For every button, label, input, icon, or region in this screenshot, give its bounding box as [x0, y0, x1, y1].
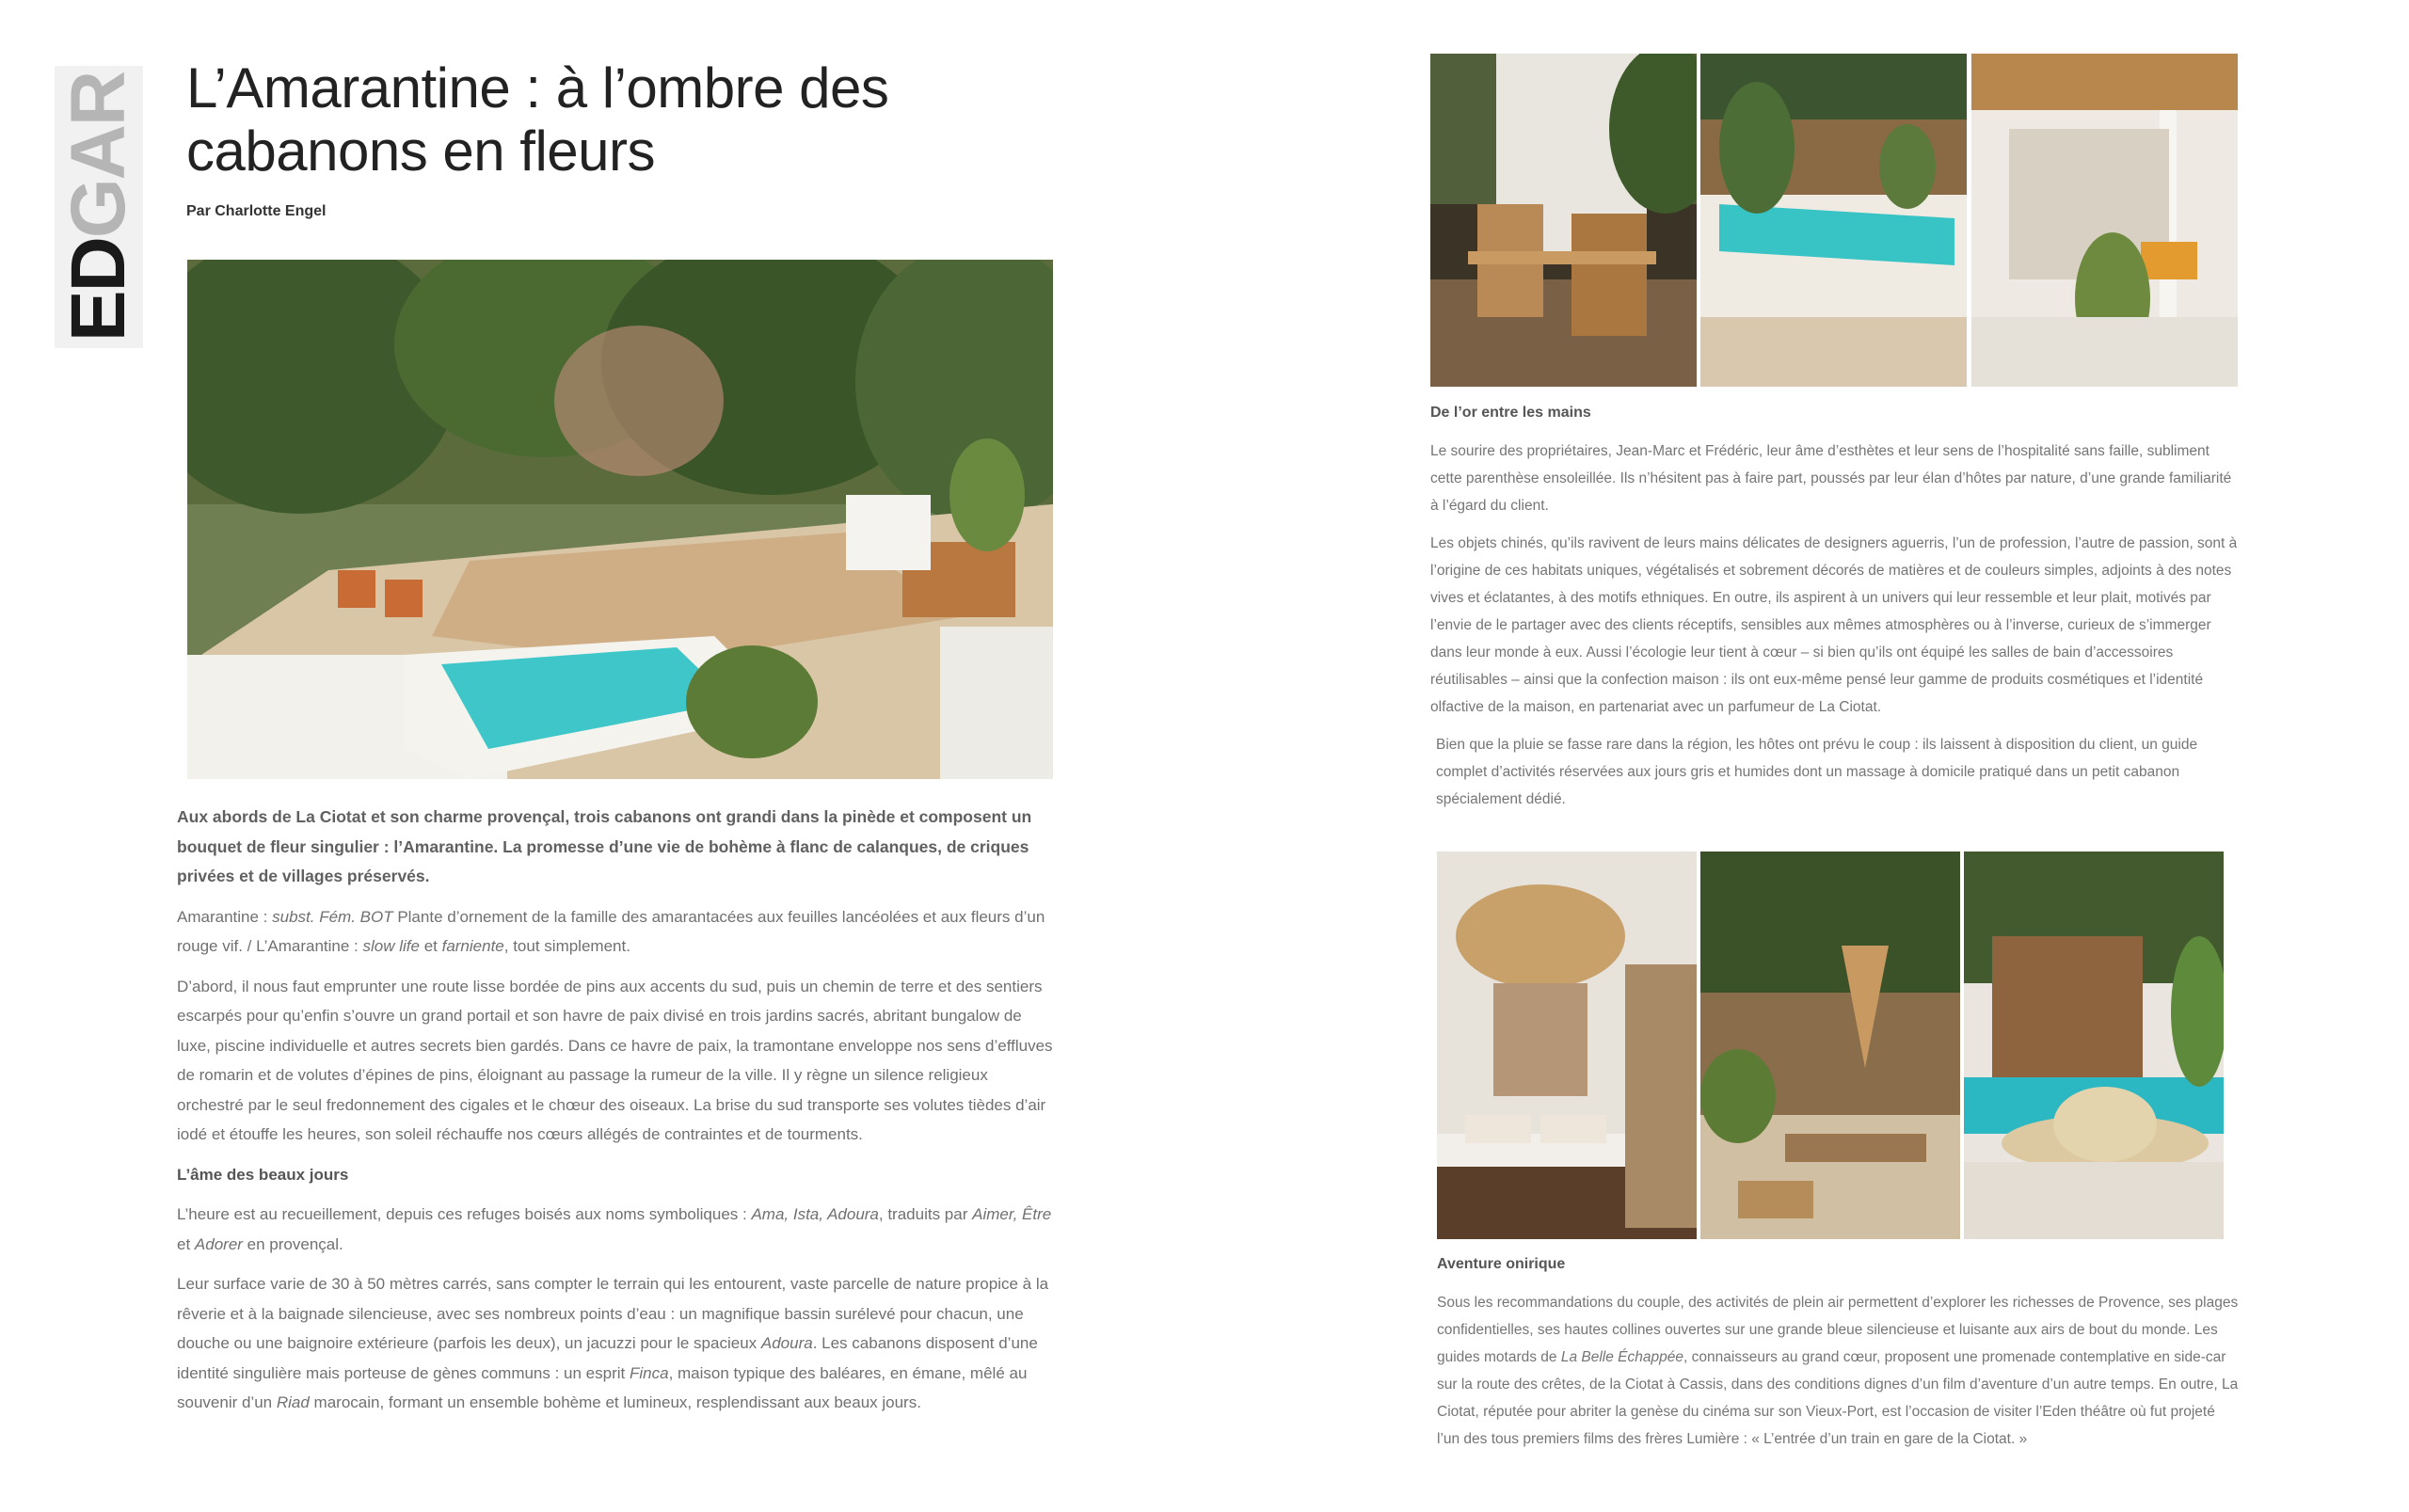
- right-column-text-1: [1430, 438, 2240, 823]
- photo-garden-parasol: [1700, 851, 1960, 1239]
- p3-g: en provençal.: [242, 1234, 343, 1253]
- photo-bedroom: [1437, 851, 1697, 1239]
- logo-ed: ED: [56, 238, 141, 342]
- p1-g: , tout simplement.: [503, 937, 630, 955]
- p4-c: . Les cabanons disposent d’une identité singulière mais porteuse de gènes communs : un esprit: [177, 1334, 1038, 1382]
- subheading-or: De l’or entre les mains: [1430, 405, 1591, 421]
- p3-c: , traduits par: [878, 1205, 973, 1223]
- article-title: L’Amarantine : à l’ombre des cabanons en fleurs: [186, 56, 889, 183]
- lead-paragraph: Aux abords de La Ciotat et son charme provençal, trois cabanons ont grandi dans la pinède et composent un bouquet de fleur singulier : l’Amarantine. La promesse d’une vie de bohème à flanc de calanques, de criques privées et de villages préservés.: [177, 807, 1032, 885]
- photo-straw-hat: [1964, 851, 2224, 1239]
- p4-a: Leur surface varie de 30 à 50 mètres carrés, sans compter le terrain qui les entourent, vaste parcelle de nature propice à la rêverie et à la baignade silencieuse, avec ses nombreux points d’eau : un magnifique bassin surélevé pour chacun, une douche ou une baignoire extérieure (parfois les deux), un jacuzzi pour le spacieux: [177, 1275, 1049, 1352]
- logo-wordmark: [56, 72, 141, 342]
- p3-f: Adorer: [194, 1234, 243, 1253]
- names-paragraph: [177, 1200, 1057, 1259]
- right-column-text-2: [1437, 1289, 2241, 1463]
- p1-c: Plante d’ornement de la famille des amarantacées aux feuilles lancéolées et aux fleurs d’un rouge vif. / L’Amarantine :: [177, 907, 1045, 955]
- p1-f: farniente: [441, 937, 504, 955]
- p4-b: Adoura: [760, 1334, 813, 1352]
- p4-g: marocain, formant un ensemble bohème et lumineux, resplendissant aux beaux jours.: [309, 1393, 921, 1411]
- left-article-column: [177, 803, 1057, 1428]
- adventure-paragraph: [1437, 1289, 2241, 1453]
- p8-b: La Belle Échappée: [1560, 1349, 1683, 1365]
- p3-e: et: [177, 1234, 195, 1253]
- p8-c: , connaisseurs au grand cœur, proposent une promenade contemplative en side-car sur la route des crêtes, de la Ciotat à Cassis, dans des conditions dignes d’un film d’aventure d’un autre temps. En outre, La Ciotat, réputée pour abriter la genèse du cinéma sur son Vieux-Port, est l’occasion de visiter l’Eden théâtre où fut projeté l’un des tous premiers films des frères Lumière : « L’entrée d’un train en gare de la Ciotat. »: [1437, 1349, 2239, 1447]
- p4-e: , maison typique des baléares, en émane, mêlé au souvenir d’un: [177, 1363, 1028, 1411]
- edgar-logo: [55, 66, 143, 348]
- p3-a: L’heure est au recueillement, depuis ces refuges boisés aux noms symboliques :: [177, 1205, 752, 1223]
- p1-e: et: [419, 937, 442, 955]
- p3-b: Ama, Ista, Adoura: [751, 1205, 879, 1223]
- logo-gar: GAR: [56, 72, 141, 239]
- p4-d: Finca: [629, 1363, 669, 1382]
- subheading-ame: L’âme des beaux jours: [177, 1165, 349, 1184]
- owners-paragraph: Le sourire des propriétaires, Jean-Marc et Frédéric, leur âme d’esthètes et leur sens de l’hospitalité sans faille, subliment cette parenthèse ensoleillée. Ils n’hésitent pas à faire part, poussés par leur élan d’hôtes par nature, d’une grande familiarité à l’égard du client.: [1430, 443, 2232, 514]
- definition-paragraph: [177, 902, 1057, 962]
- subheading-aventure: Aventure onirique: [1437, 1256, 1566, 1272]
- photo-terrace-chairs: [1430, 54, 1697, 387]
- p4-f: Riad: [276, 1393, 310, 1411]
- rain-paragraph: Bien que la pluie se fasse rare dans la région, les hôtes ont prévu le coup : ils laissent à disposition du client, un guide complet d’activités réservées aux jours gris et humides dont un massage à domicile pratiqué dans un petit cabanon spécialement dédié.: [1436, 737, 2198, 807]
- surface-paragraph: [177, 1269, 1057, 1418]
- p1-a: Amarantine :: [177, 907, 273, 926]
- p3-d: Aimer, Être: [972, 1205, 1052, 1223]
- photo-pergola: [1971, 54, 2238, 387]
- p1-b: subst. Fém. BOT: [272, 907, 393, 926]
- photo-pool: [1700, 54, 1967, 387]
- byline: Par Charlotte Engel: [186, 203, 327, 219]
- p1-d: slow life: [362, 937, 420, 955]
- p8-a: Sous les recommandations du couple, des activités de plein air permettent d’explorer les richesses de Provence, ses plages confidentielles, ses hautes collines ouvertes sur une grande bleue silencieuse et luisante aux airs de bout du monde. Les guides motards de: [1437, 1295, 2239, 1365]
- hero-photo: [187, 260, 1053, 779]
- approach-paragraph: D’abord, il nous faut emprunter une route lisse bordée de pins aux accents du sud, puis un chemin de terre et des sentiers escarpés pour qu’enfin s’ouvre un grand portail et son havre de paix divisé en trois jardins sacrés, abritant bungalow de luxe, piscine individuelle et autres secrets bien gardés. Dans ce havre de paix, la tramontane enveloppe nos sens d’effluves de romarin et de volutes d’épines de pins, éloignant au passage la rumeur de la ville. Il y règne un silence religieux orchestré par le seul fredonnement des cigales et le chœur des oiseaux. La brise du sud transporte ses volutes tièdes d’air iodé et étouffe les heures, son soleil réchauffe nos cœurs allégés de contraintes et de tourments.: [177, 977, 1053, 1143]
- objects-paragraph: Les objets chinés, qu’ils ravivent de leurs mains délicates de designers aguerris, l’un de profession, l’autre de passion, sont à l’origine de ces habitats uniques, végétalisés et sobrement décorés de matières et de couleurs simples, adjoints à des notes vives et éclatantes, à des motifs ethniques. En outre, ils aspirent à un univers qui leur ressemble et leur plait, motivés par l’envie de le partager avec des clients réceptifs, sensibles aux mêmes atmosphères ou à l’inverse, curieux de s’immerger dans leur monde à eux. Aussi l’écologie leur tient à cœur – si bien qu’ils ont équipé les salles de bain d’accessoires réutilisables – ainsi que la confection maison : ils ont eux-même pensé leur gamme de produits cosmétiques et l’identité olfactive de la maison, en partenariat avec un parfumeur de La Ciotat.: [1430, 535, 2238, 715]
